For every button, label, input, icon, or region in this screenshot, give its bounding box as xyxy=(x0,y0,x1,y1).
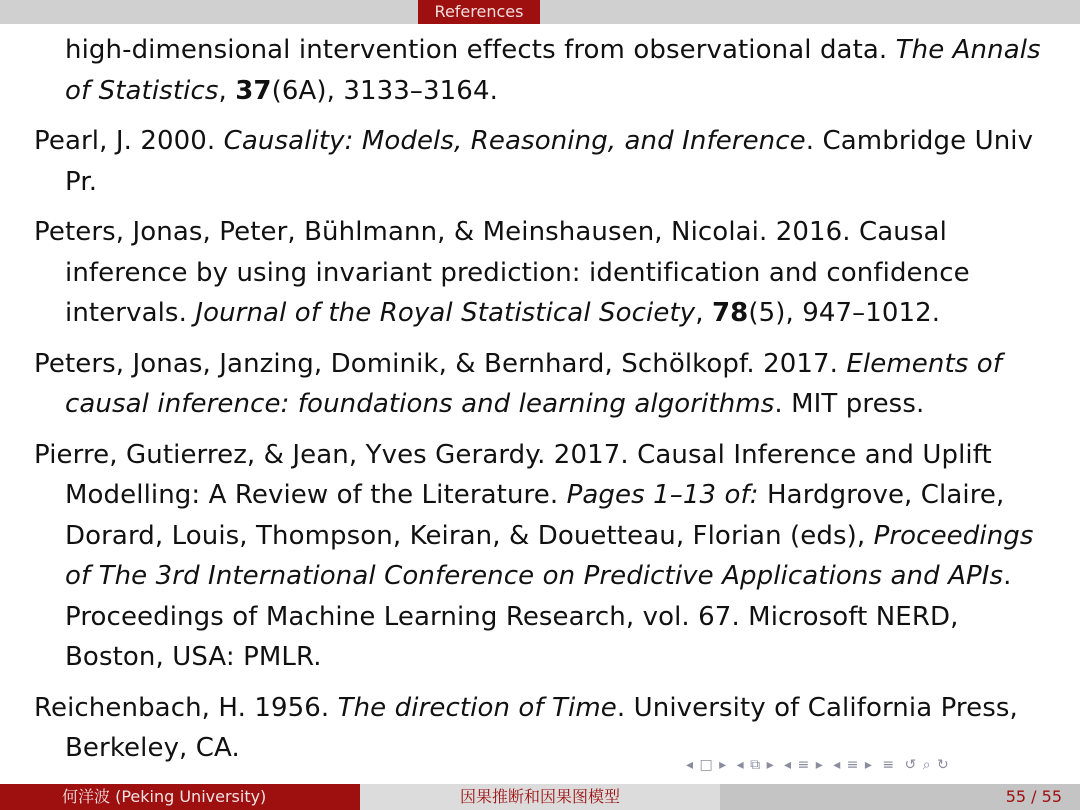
reference-title: Journal of the Royal Statistical Society xyxy=(195,298,696,328)
reference-text: Reichenbach, H. 1956. xyxy=(34,692,338,723)
reference-entry xyxy=(34,121,1044,202)
footer-title: 因果推断和因果图模型 xyxy=(360,784,720,810)
reference-text: . MIT press. xyxy=(774,389,925,419)
reference-title: Causality: Models, Reasoning, and Inference xyxy=(223,126,806,156)
nav-first-icon[interactable]: ◂ □ ▸ xyxy=(686,757,728,773)
reference-entry xyxy=(34,435,1044,678)
reference-text: Pierre, Gutierrez, & Jean, Yves Gerardy. 2017. Causal Inference and Uplift Modelling: A Review of the Literature. xyxy=(34,439,992,510)
footer xyxy=(0,784,1080,810)
reference-entry xyxy=(34,344,1044,425)
reference-text: Peters, Jonas, Janzing, Dominik, & Bernhard, Schölkopf. 2017. xyxy=(34,348,847,379)
reference-text: Peters, Jonas, Peter, Bühlmann, & Meinshausen, Nicolai. 2016. Causal inference by using invariant prediction: identification and confidence intervals. xyxy=(34,217,970,328)
section-title[interactable]: References xyxy=(418,0,540,24)
nav-subsection-icon[interactable]: ◂ ≡ ▸ xyxy=(784,757,824,773)
nav-frame-icon[interactable]: ◂ ⧉ ▸ xyxy=(736,757,775,773)
reference-volume: 78 xyxy=(711,298,749,328)
reference-entry xyxy=(34,212,1044,334)
navigation-bar xyxy=(686,757,954,779)
reference-text: . Cambridge Univ Pr. xyxy=(65,126,1034,197)
reference-text: Pearl, J. 2000. xyxy=(34,126,224,156)
header-bar xyxy=(0,0,1080,24)
reference-volume: 37 xyxy=(235,75,272,106)
reference-text: Hardgrove, Claire, Dorard, Louis, Thompson, Keiran, & Douetteau, Florian (eds), xyxy=(65,480,1005,551)
nav-section-icon[interactable]: ◂ ≡ ▸ xyxy=(833,757,873,773)
reference-title: Elements of causal inference: foundations and learning algorithms xyxy=(65,348,1003,419)
reference-text: . Proceedings of Machine Learning Research, vol. 67. Microsoft NERD, Boston, USA: PMLR. xyxy=(65,561,1012,672)
reference-text: high-dimensional intervention effects from observational data. xyxy=(65,35,896,65)
reference-title: The direction of Time xyxy=(337,692,617,723)
reference-title: Pages 1–13 of: xyxy=(566,480,759,510)
reference-title: Proceedings of The 3rd International Conference on Predictive Applications and APIs xyxy=(65,520,1034,591)
footer-page-number: 55 / 55 xyxy=(720,784,1080,810)
nav-align-icon[interactable]: ≡ xyxy=(882,757,896,773)
reference-text: , xyxy=(218,75,236,106)
reference-text: . University of California Press, Berkeley, CA. xyxy=(65,692,1018,763)
reference-text: , xyxy=(695,298,712,328)
footer-author: 何洋波 (Peking University) xyxy=(0,784,360,810)
nav-search-icon[interactable]: ↺ ⌕ ↻ xyxy=(904,757,950,773)
reference-text: (5), 947–1012. xyxy=(748,298,941,328)
reference-text: (6A), 3133–3164. xyxy=(271,75,498,106)
reference-list xyxy=(34,30,1044,779)
reference-entry xyxy=(34,30,1044,111)
reference-title: The Annals of Statistics xyxy=(65,35,1041,106)
